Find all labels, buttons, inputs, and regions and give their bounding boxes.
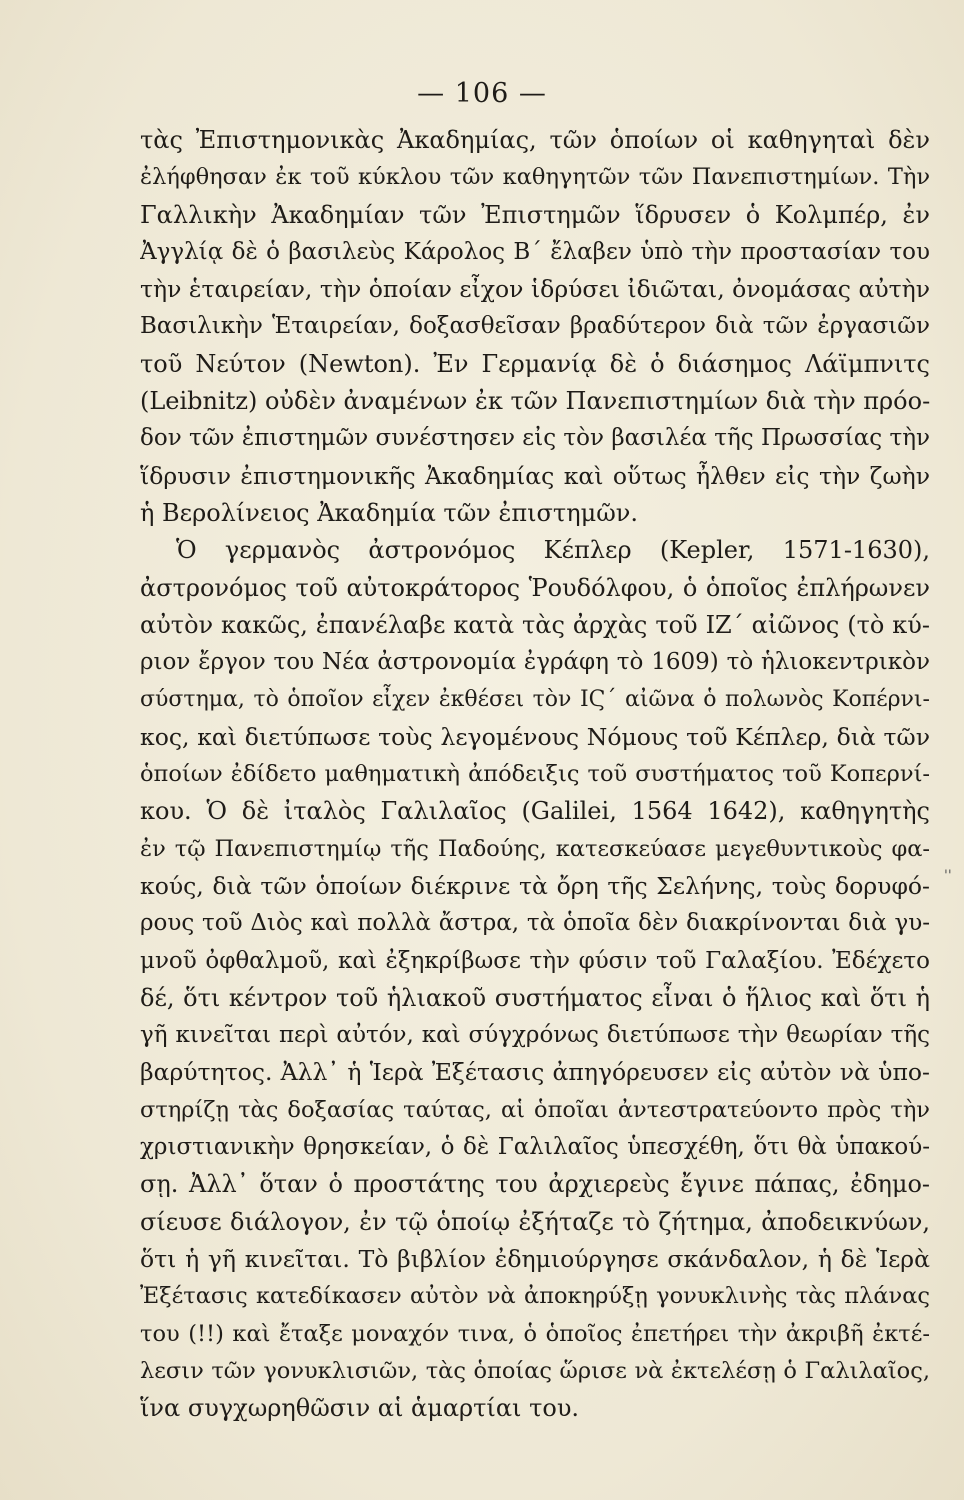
text-line: ἐν τῷ Πανεπιστημίῳ τῆς Παδούης, κατεσκεύασε μεγεθυντικοὺς φα- bbox=[140, 835, 930, 862]
text-line: ἀστρονόμος τοῦ αὐτοκράτορος Ῥουδόλφου, ὁ ὁποῖος ἐπλήρωνεν bbox=[140, 573, 930, 602]
text-line: ριον ἔργον του Νέα ἀστρονομία ἐγράφη τὸ 1609) τὸ ἡλιοκεντρικὸν bbox=[140, 649, 930, 676]
text-line: αὐτὸν κακῶς, ἐπανέλαβε κατὰ τὰς ἀρχὰς τοῦ ΙΖ΄ αἰῶνος (τὸ κύ- bbox=[140, 610, 930, 639]
text-line: λεσιν τῶν γονυκλισιῶν, τὰς ὁποίας ὥρισε νὰ ἐκτελέσῃ ὁ Γαλιλαῖος, bbox=[140, 1357, 930, 1384]
text-line: βαρύτητος. Ἀλλ᾽ ἡ Ἱερὰ Ἐξέτασις ἀπηγόρευσεν εἰς αὐτὸν νὰ ὑπο- bbox=[140, 1058, 930, 1087]
text-line: ἵνα συγχωρηθῶσιν αἱ ἁμαρτίαι του. bbox=[140, 1394, 580, 1423]
text-line: τὴν ἑταιρείαν, τὴν ὁποίαν εἶχον ἱδρύσει ἰδιῶται, ὀνομάσας αὐτὴν bbox=[140, 275, 930, 304]
text-line: ἡ Βερολίνειος Ἀκαδημία τῶν ἐπιστημῶν. bbox=[140, 498, 638, 527]
text-line: μνοῦ ὀφθαλμοῦ, καὶ ἐξηκρίβωσε τὴν φύσιν τοῦ Γαλαξίου. Ἐδέχετο bbox=[140, 947, 930, 974]
text-line: χριστιανικὴν θρησκείαν, ὁ δὲ Γαλιλαῖος ὑπεσχέθη, ὅτι θὰ ὑπακού- bbox=[140, 1134, 930, 1161]
text-line: σύστημα, τὸ ὁποῖον εἶχεν ἐκθέσει τὸν ΙϚ΄ αἰῶνα ὁ πολωνὸς Κοπέρνι- bbox=[140, 687, 930, 713]
margin-mark: '' bbox=[944, 868, 952, 884]
text-line: ρους τοῦ Διὸς καὶ πολλὰ ἄστρα, τὰ ὁποῖα δὲν διακρίνονται διὰ γυ- bbox=[140, 910, 930, 937]
text-line: σίευσε διάλογον, ἐν τῷ ὁποίῳ ἐξήταζε τὸ ζήτημα, ἀποδεικνύων, bbox=[140, 1207, 930, 1236]
text-line: κούς, διὰ τῶν ὁποίων διέκρινε τὰ ὄρη τῆς Σελήνης, τοὺς δορυφό- bbox=[140, 871, 930, 900]
text-line: ἵδρυσιν ἐπιστημονικῆς Ἀκαδημίας καὶ οὕτως ἦλθεν εἰς τὴν ζωὴν bbox=[140, 461, 930, 490]
body-text bbox=[140, 122, 930, 1427]
page-number: — 106 — bbox=[417, 78, 547, 109]
text-line: δον τῶν ἐπιστημῶν συνέστησεν εἰς τὸν βασιλέα τῆς Πρωσσίας τὴν bbox=[140, 425, 930, 452]
text-line: τοῦ Νεύτον (Newton). Ἐν Γερμανίᾳ δὲ ὁ διάσημος Λάϊμπνιτς bbox=[140, 349, 930, 378]
text-line: του (!!) καὶ ἔταξε μοναχόν τινα, ὁ ὁποῖος ἐπετήρει τὴν ἀκριβῆ ἐκτέ- bbox=[140, 1320, 930, 1347]
text-line: Ἐξέτασις κατεδίκασεν αὐτὸν νὰ ἀποκηρύξῃ γονυκλινὴς τὰς πλάνας bbox=[140, 1283, 930, 1310]
text-line: Γαλλικὴν Ἀκαδημίαν τῶν Ἐπιστημῶν ἵδρυσεν ὁ Κολμπέρ, ἐν bbox=[140, 200, 930, 229]
text-line: δέ, ὅτι κέντρον τοῦ ἡλιακοῦ συστήματος εἶναι ὁ ἥλιος καὶ ὅτι ἡ bbox=[140, 983, 930, 1012]
text-line: τὰς Ἐπιστημονικὰς Ἀκαδημίας, τῶν ὁποίων οἱ καθηγηταὶ δὲν bbox=[140, 126, 930, 154]
text-line: ἐλήφθησαν ἐκ τοῦ κύκλου τῶν καθηγητῶν τῶν Πανεπιστημίων. Τὴν bbox=[140, 164, 930, 191]
text-line: Ὁ γερμανὸς ἀστρονόμος Κέπλερ (Kepler, 1571-1630), bbox=[176, 536, 930, 565]
text-line: Ἀγγλίᾳ δὲ ὁ βασιλεὺς Κάρολος Β΄ ἔλαβεν ὑπὸ τὴν προστασίαν του bbox=[140, 238, 930, 265]
text-line: ὁποίων ἐδίδετο μαθηματικὴ ἀπόδειξις τοῦ συστήματος τοῦ Κοπερνί- bbox=[140, 761, 930, 788]
text-line: κος, καὶ διετύπωσε τοὺς λεγομένους Νόμους τοῦ Κέπλερ, διὰ τῶν bbox=[140, 722, 930, 751]
text-line: γῆ κινεῖται περὶ αὐτόν, καὶ σύγχρόνως διετύπωσε τὴν θεωρίαν τῆς bbox=[140, 1022, 930, 1049]
text-line: κου. Ὁ δὲ ἰταλὸς Γαλιλαῖος (Galilei, 1564 1642), καθηγητὴς bbox=[140, 797, 930, 826]
text-line: Βασιλικὴν Ἑταιρείαν, δοξασθεῖσαν βραδύτερον διὰ τῶν ἐργασιῶν bbox=[140, 313, 930, 340]
text-line: ὅτι ἡ γῆ κινεῖται. Τὸ βιβλίον ἐδημιούργησε σκάνδαλον, ἡ δὲ Ἱερὰ bbox=[140, 1244, 930, 1273]
text-line: (Leibnitz) οὐδὲν ἀναμένων ἐκ τῶν Πανεπιστημίων διὰ τὴν πρόο- bbox=[140, 387, 930, 416]
text-line: στηρίζῃ τὰς δοξασίας ταύτας, αἱ ὁποῖαι ἀντεστρατεύοντο πρὸς τὴν bbox=[140, 1096, 930, 1123]
text-line: σῃ. Ἀλλ᾽ ὅταν ὁ προστάτης του ἀρχιερεὺς ἔγινε πάπας, ἐδημο- bbox=[140, 1170, 930, 1199]
